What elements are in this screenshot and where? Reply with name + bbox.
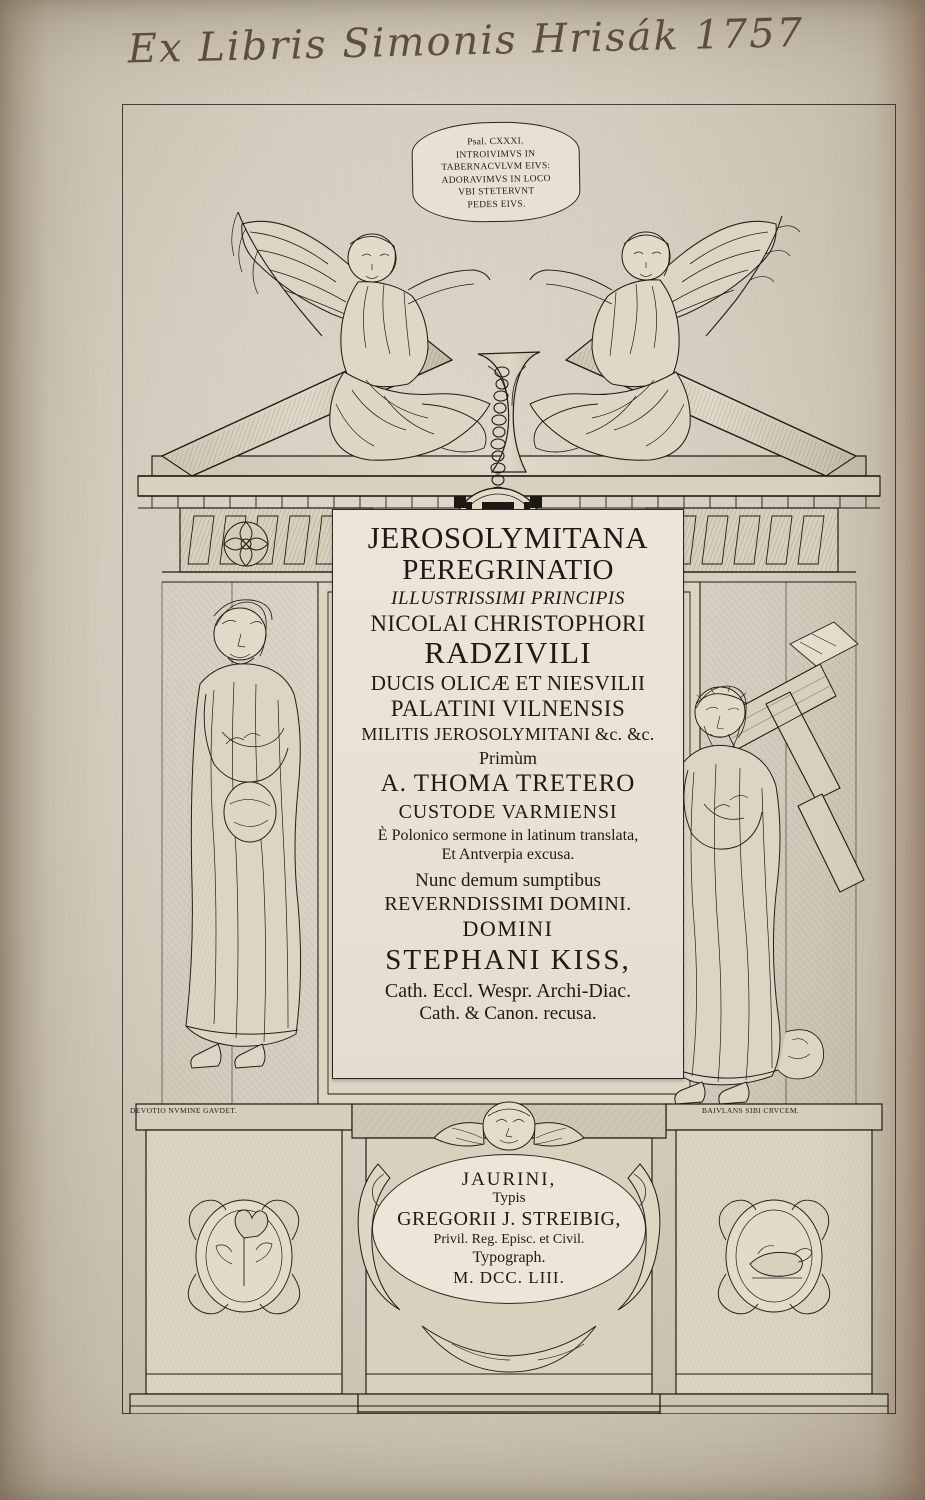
imprint-cartouche <box>372 1154 646 1304</box>
title-line-illustrissimi: ILLUSTRISSIMI PRINCIPIS <box>391 588 625 610</box>
pedestal-motto-right: BAIVLANS SIBI CRVCEM. <box>702 1106 800 1115</box>
title-line-reverendissimi: REVERNDISSIMI DOMINI. <box>384 893 632 916</box>
imprint-typis: Typis <box>492 1190 526 1207</box>
title-line-main: JEROSOLYMITANA <box>367 520 649 555</box>
title-line-stephani-kiss: STEPHANI KISS, <box>385 943 631 976</box>
imprint-place: JAURINI, <box>461 1169 557 1190</box>
cartouche-line-4: VBI STETERVNT <box>458 186 535 198</box>
title-line-ducis: DUCIS OLICÆ ET NIESVILII <box>370 670 646 695</box>
cartouche-line-5: PEDES EIVS. <box>467 199 526 211</box>
title-line-tretero: A. THOMA TRETERO <box>380 770 636 798</box>
title-line-translata: È Polonico sermone in latinum translata, <box>377 827 639 845</box>
title-line-recusa: Cath. & Canon. recusa. <box>419 1002 597 1024</box>
title-line-sumptibus: Nunc demum sumptibus <box>415 869 601 891</box>
title-line-militis: MILITIS JEROSOLYMITANI &c. &c. <box>361 724 655 745</box>
imprint-privilege: Privil. Reg. Episc. et Civil. <box>433 1232 585 1248</box>
handwritten-ownership-inscription: Ex Libris Simonis Hrisák 1757 <box>127 10 805 73</box>
title-line-primum: Primùm <box>478 747 537 768</box>
psalm-cartouche <box>411 121 581 224</box>
cartouche-line-3: ADORAVIMVS IN LOCO <box>441 173 551 186</box>
title-line-peregrinatio: PEREGRINATIO <box>402 553 614 586</box>
title-line-radzivili: RADZIVILI <box>424 635 592 671</box>
cartouche-line-1: INTROIVIMVS IN <box>455 148 536 161</box>
imprint-role: Typograph. <box>472 1249 546 1267</box>
imprint-year: M. DCC. LIII. <box>453 1268 565 1288</box>
imprint-printer: GREGORII J. STREIBIG, <box>397 1208 621 1231</box>
title-tablet <box>332 509 684 1079</box>
engraved-plate <box>122 104 896 1414</box>
title-line-palatini: PALATINI VILNENSIS <box>390 696 626 722</box>
title-line-domini: DOMINI <box>462 916 554 942</box>
pedestal-motto-left: DEVOTIO NVMINE GAVDET. <box>130 1106 238 1115</box>
title-line-custode: CUSTODE VARMIENSI <box>398 800 618 823</box>
cartouche-line-2: TABERNACVLVM EIVS: <box>441 161 551 174</box>
cartouche-line-0: Psal. CXXXI. <box>467 136 524 148</box>
title-line-nicolai: NICOLAI CHRISTOPHORI <box>370 610 646 636</box>
title-line-archidiac: Cath. Eccl. Wespr. Archi-Diac. <box>384 979 632 1002</box>
title-line-antverpia: Et Antverpia excusa. <box>441 846 575 864</box>
